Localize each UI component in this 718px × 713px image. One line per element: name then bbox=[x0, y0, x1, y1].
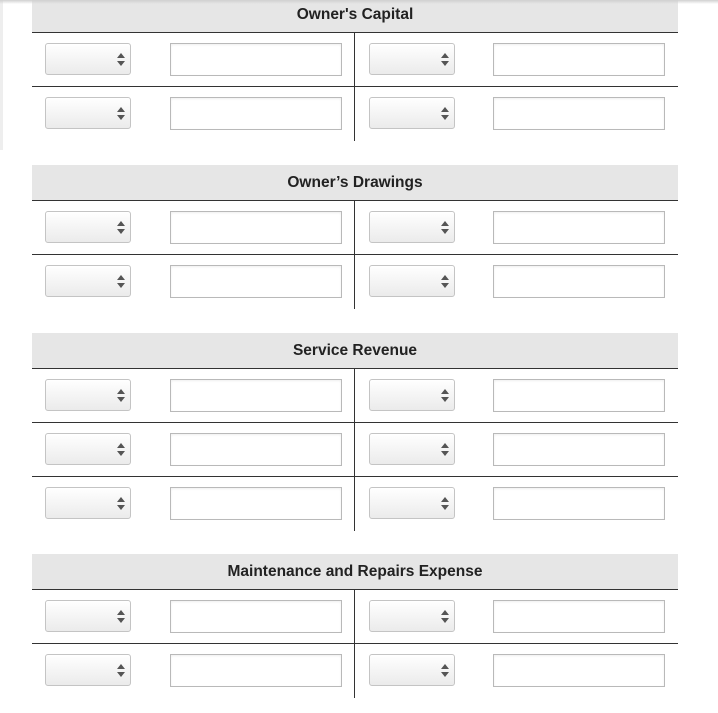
credit-amount-input[interactable] bbox=[493, 487, 665, 520]
credit-account-select[interactable] bbox=[369, 433, 455, 465]
select-arrows-icon bbox=[441, 443, 449, 456]
credit-amount-input[interactable] bbox=[493, 600, 665, 633]
select-arrows-icon bbox=[441, 610, 449, 623]
t-account-row bbox=[32, 590, 678, 644]
t-account-body bbox=[32, 33, 678, 141]
select-arrows-icon bbox=[117, 389, 125, 402]
credit-account-select[interactable] bbox=[369, 379, 455, 411]
credit-amount-input[interactable] bbox=[493, 97, 665, 130]
credit-account-select[interactable] bbox=[369, 654, 455, 686]
credit-amount-input[interactable] bbox=[493, 211, 665, 244]
t-account-title: Owner's Capital bbox=[32, 0, 678, 33]
t-account-center-line bbox=[354, 369, 355, 531]
debit-amount-input[interactable] bbox=[170, 600, 342, 633]
debit-account-select[interactable] bbox=[45, 433, 131, 465]
select-arrows-icon bbox=[117, 221, 125, 234]
t-account-row bbox=[32, 477, 678, 531]
t-account-row bbox=[32, 644, 678, 698]
debit-amount-input[interactable] bbox=[170, 43, 342, 76]
select-arrows-icon bbox=[441, 221, 449, 234]
debit-account-select[interactable] bbox=[45, 43, 131, 75]
select-arrows-icon bbox=[441, 53, 449, 66]
t-account-row bbox=[32, 33, 678, 87]
t-account-center-line bbox=[354, 201, 355, 309]
debit-amount-input[interactable] bbox=[170, 265, 342, 298]
credit-amount-input[interactable] bbox=[493, 654, 665, 687]
debit-account-select[interactable] bbox=[45, 265, 131, 297]
credit-amount-input[interactable] bbox=[493, 433, 665, 466]
t-account-row bbox=[32, 255, 678, 309]
select-arrows-icon bbox=[441, 497, 449, 510]
credit-amount-input[interactable] bbox=[493, 379, 665, 412]
debit-amount-input[interactable] bbox=[170, 654, 342, 687]
select-arrows-icon bbox=[441, 107, 449, 120]
scroll-shadow bbox=[0, 0, 718, 4]
t-account-title: Maintenance and Repairs Expense bbox=[32, 554, 678, 590]
select-arrows-icon bbox=[117, 497, 125, 510]
t-account-center-line bbox=[354, 590, 355, 698]
select-arrows-icon bbox=[117, 610, 125, 623]
debit-amount-input[interactable] bbox=[170, 487, 342, 520]
t-account-owner-s-drawings bbox=[32, 165, 678, 309]
credit-amount-input[interactable] bbox=[493, 43, 665, 76]
select-arrows-icon bbox=[441, 275, 449, 288]
debit-amount-input[interactable] bbox=[170, 379, 342, 412]
t-account-body bbox=[32, 201, 678, 309]
credit-amount-input[interactable] bbox=[493, 265, 665, 298]
select-arrows-icon bbox=[441, 389, 449, 402]
t-account-service-revenue bbox=[32, 333, 678, 531]
select-arrows-icon bbox=[441, 664, 449, 677]
credit-account-select[interactable] bbox=[369, 487, 455, 519]
debit-account-select[interactable] bbox=[45, 600, 131, 632]
select-arrows-icon bbox=[117, 107, 125, 120]
credit-account-select[interactable] bbox=[369, 43, 455, 75]
t-account-row bbox=[32, 201, 678, 255]
t-account-title: Owner’s Drawings bbox=[32, 165, 678, 201]
page-left-border bbox=[0, 0, 3, 150]
credit-account-select[interactable] bbox=[369, 600, 455, 632]
credit-account-select[interactable] bbox=[369, 211, 455, 243]
t-account-body bbox=[32, 590, 678, 698]
debit-account-select[interactable] bbox=[45, 487, 131, 519]
credit-account-select[interactable] bbox=[369, 265, 455, 297]
t-account-owner-s-capital bbox=[32, 0, 678, 141]
debit-amount-input[interactable] bbox=[170, 211, 342, 244]
debit-account-select[interactable] bbox=[45, 97, 131, 129]
credit-account-select[interactable] bbox=[369, 97, 455, 129]
select-arrows-icon bbox=[117, 664, 125, 677]
select-arrows-icon bbox=[117, 53, 125, 66]
debit-account-select[interactable] bbox=[45, 654, 131, 686]
debit-account-select[interactable] bbox=[45, 211, 131, 243]
t-account-title: Service Revenue bbox=[32, 333, 678, 369]
t-account-row bbox=[32, 423, 678, 477]
t-account-body bbox=[32, 369, 678, 531]
debit-amount-input[interactable] bbox=[170, 433, 342, 466]
select-arrows-icon bbox=[117, 443, 125, 456]
select-arrows-icon bbox=[117, 275, 125, 288]
t-account-center-line bbox=[354, 33, 355, 141]
t-account-maintenance-and-repairs-expense bbox=[32, 554, 678, 698]
t-account-row bbox=[32, 369, 678, 423]
debit-account-select[interactable] bbox=[45, 379, 131, 411]
t-account-row bbox=[32, 87, 678, 141]
debit-amount-input[interactable] bbox=[170, 97, 342, 130]
